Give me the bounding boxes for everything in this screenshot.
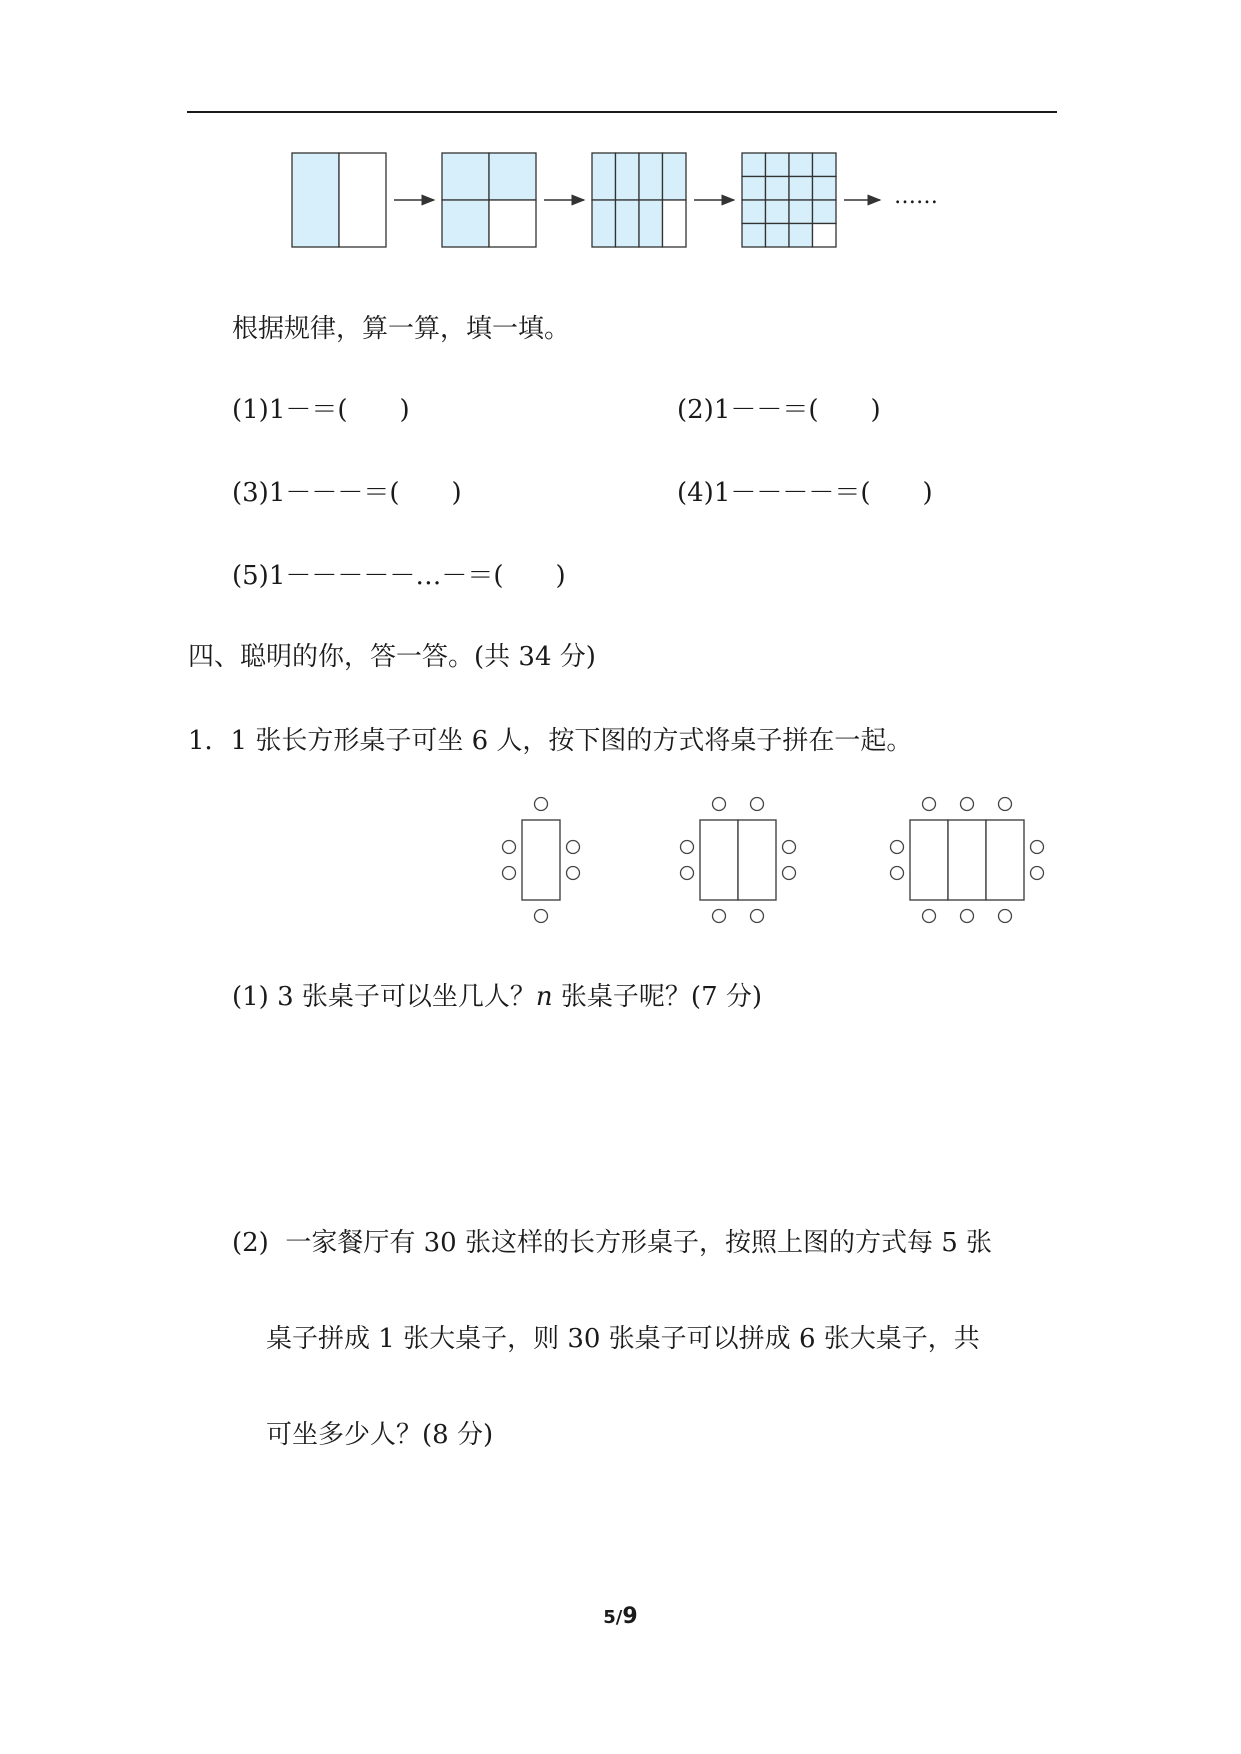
pattern-ellipsis: …… <box>894 184 938 209</box>
fill-item-1: (1)1－＝( ) <box>232 395 410 425</box>
question-1-sub2-line3: 可坐多少人？(8 分) <box>266 1420 494 1450</box>
question-1-sub2-line1: (2) 一家餐厅有 30 张这样的长方形桌子，按照上图的方式每 5 张 <box>232 1228 993 1258</box>
pattern-square-2 <box>442 153 536 247</box>
fill-item-2: (2)1－－＝( ) <box>677 395 881 425</box>
question-1-sub1 <box>232 980 762 1014</box>
section-heading: 四、聪明的你，答一答。(共 34 分) <box>188 642 596 672</box>
table-group-3 <box>891 798 1044 923</box>
pattern-square-1 <box>292 153 386 247</box>
page-current: 5/ <box>603 1607 623 1628</box>
fill-item-4: (4)1－－－－＝( ) <box>677 478 933 508</box>
table-group-1 <box>503 798 580 923</box>
header-rule <box>187 111 1057 113</box>
instruction-text: 根据规律，算一算，填一填。 <box>232 314 571 344</box>
table-group-2 <box>681 798 796 923</box>
page-number <box>0 1604 1241 1629</box>
sub1-prefix: (1) 3 张桌子可以坐几人？ <box>232 982 536 1012</box>
pattern-square-4 <box>742 153 836 247</box>
pattern-figure <box>280 145 980 255</box>
question-1-sub2-line2: 桌子拼成 1 张大桌子，则 30 张桌子可以拼成 6 张大桌子，共 <box>266 1324 980 1354</box>
fill-item-5: (5)1－－－－－…－＝( ) <box>232 561 566 591</box>
page-total: 9 <box>622 1604 638 1629</box>
pattern-square-3 <box>592 153 686 247</box>
question-1-prompt: 1．1 张长方形桌子可坐 6 人，按下图的方式将桌子拼在一起。 <box>188 726 913 756</box>
fill-item-3: (3)1－－－＝( ) <box>232 478 462 508</box>
sub1-suffix: 张桌子呢？(7 分) <box>552 982 763 1012</box>
tables-figure <box>490 790 1060 930</box>
sub1-variable: n <box>535 982 553 1012</box>
